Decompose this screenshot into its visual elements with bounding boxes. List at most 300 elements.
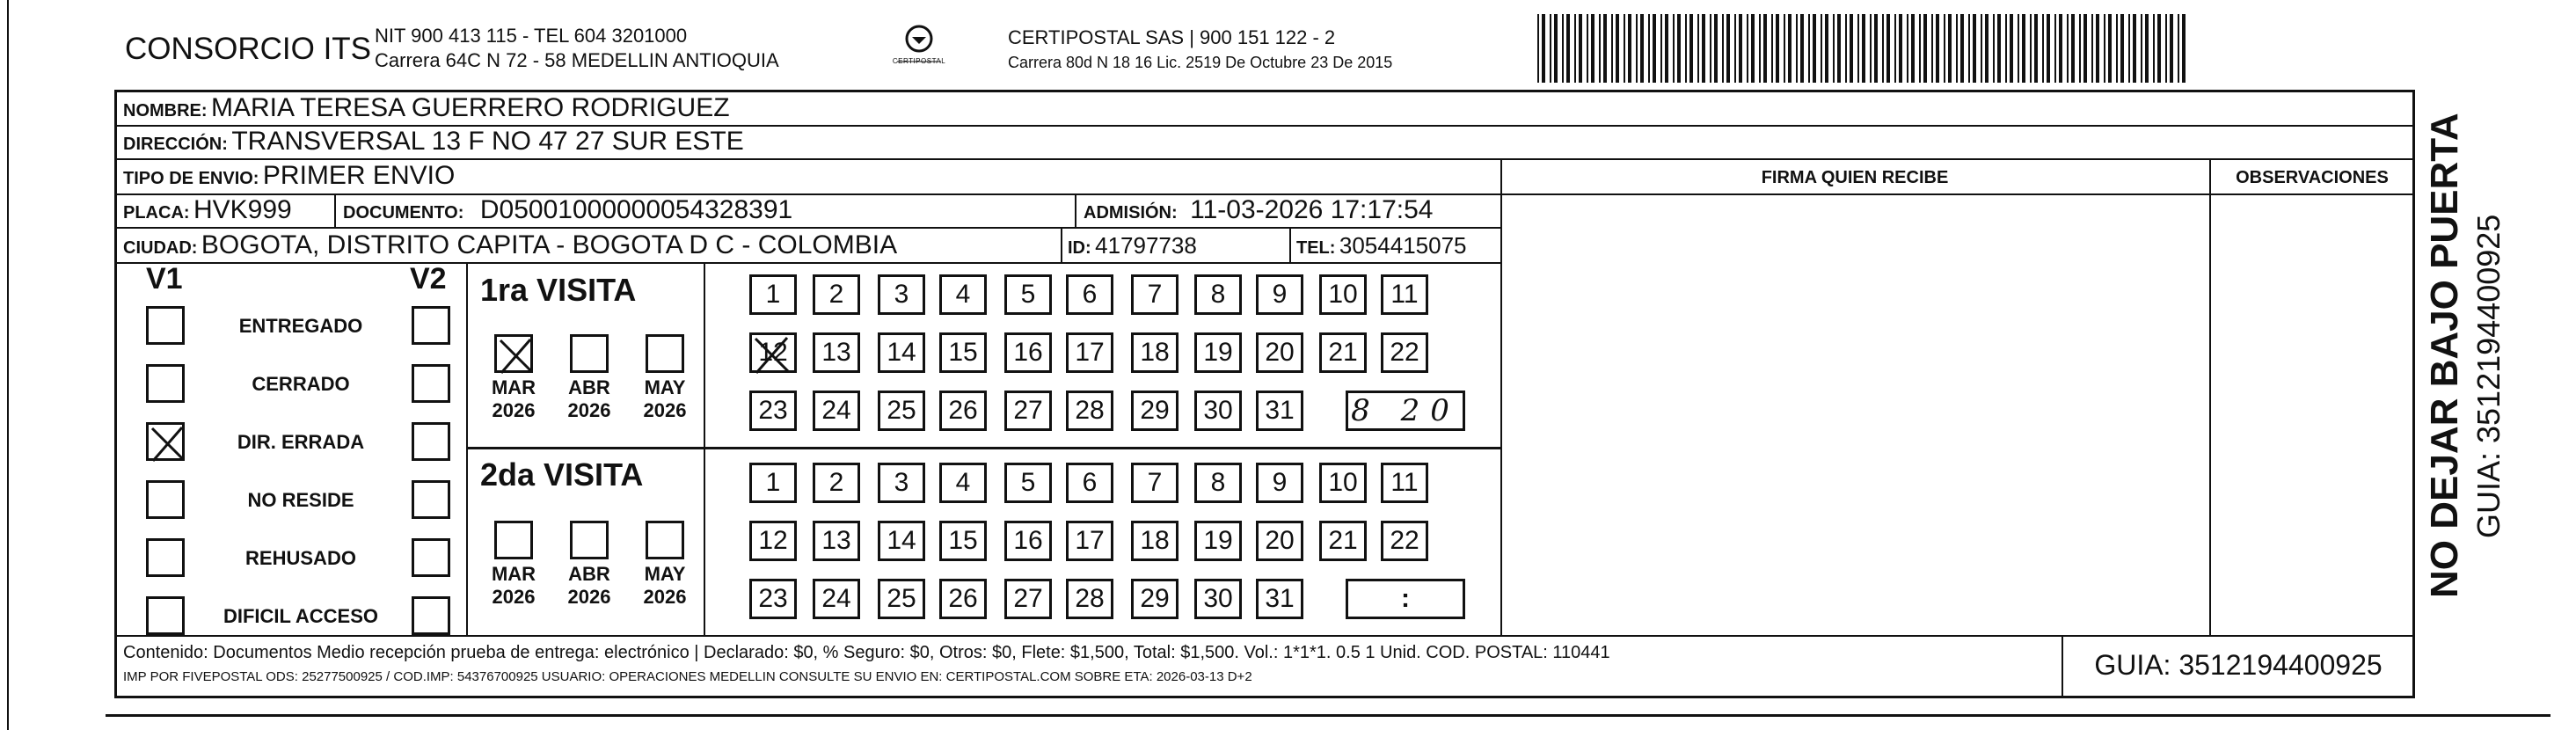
contenido-line: Contenido: Documentos Medio recepción prueba de entrega: electrónico | Declarado: $0, % Seguro: $0, Otros: $0, Flete: $1,500, Total: $1,500. Vol.: 1*1*1. 0.5 1 Unid. COD. POSTAL: 110441 [123,643,1610,662]
barcode-bar [1968,14,1970,83]
day-box[interactable] [749,332,797,373]
day-number: 31 [1265,396,1295,425]
barcode-bar [1894,14,1896,83]
id-cell [1068,234,1197,257]
barcode-bar [2157,14,2161,83]
day-box[interactable] [813,274,860,315]
day-number: 23 [758,584,788,613]
v2-checkbox[interactable] [412,596,450,635]
certipostal-title: CERTIPOSTAL SAS | 900 151 122 - 2 [1008,26,1336,48]
barcode-bar [1763,14,1767,83]
barcode-bar [1808,14,1810,83]
placa-value: HVK999 [193,195,292,224]
barcode-bar [1579,14,1582,83]
barcode-bar [2018,14,2019,83]
barcode-bar [2128,14,2130,83]
barcode-bar [1771,14,1773,83]
day-box[interactable] [1004,521,1052,561]
day-box[interactable] [749,579,797,619]
day-box[interactable] [1131,521,1179,561]
day-box[interactable] [1256,332,1303,373]
observaciones-header: OBSERVACIONES [2236,168,2389,187]
logo-text: CERTIPOSTAL [892,57,946,65]
day-number: 11 [1390,280,1419,309]
day-box[interactable] [878,391,925,431]
v2-header: V2 [410,262,447,296]
day-number: 9 [1272,468,1288,497]
day-number: 31 [1265,584,1295,613]
nombre-label: NOMBRE: [123,101,208,120]
barcode-bar [2030,14,2032,83]
day-box[interactable] [813,579,860,619]
day-box[interactable] [749,463,797,503]
day-box[interactable] [1066,332,1113,373]
cell-line [1289,227,1291,262]
barcode-bar [1870,14,1872,83]
month-label: MAY [644,376,686,398]
day-box[interactable] [1004,274,1052,315]
v1-checkbox[interactable] [146,596,185,635]
day-number: 8 [1210,280,1226,309]
certipostal-address: Carrera 80d N 18 16 Lic. 2519 De Octubre 23 De 2015 [1008,54,1393,71]
day-number: 26 [948,396,978,425]
v1-checkbox[interactable] [146,538,185,577]
month-label: MAR [491,563,536,585]
company-nit-tel: NIT 900 413 115 - TEL 604 3201000 [375,25,688,47]
day-number: 1 [765,468,781,497]
column-line [2209,158,2211,635]
day-box[interactable] [813,521,860,561]
barcode-bar [1800,14,1804,83]
barcode-bar [2083,14,2087,83]
documento-label: DOCUMENTO: [343,203,464,223]
hand-x-mark [497,337,536,376]
day-box[interactable] [1256,274,1303,315]
day-number: 24 [821,396,851,425]
barcode-bar [2059,14,2062,83]
status-label: CERRADO [252,373,350,395]
month-label: ABR [568,563,610,585]
barcode-bar [2141,14,2142,83]
footer-line [114,635,2415,637]
day-box[interactable] [939,521,987,561]
month-checkbox[interactable] [646,334,684,373]
barcode-bar [1599,14,1601,83]
day-number: 15 [948,338,978,367]
month-checkbox[interactable] [570,334,609,373]
barcode-bar [1640,14,1644,83]
barcode-bar [1648,14,1650,83]
year-label: 2026 [643,399,687,421]
day-box[interactable] [749,521,797,561]
day-number: 10 [1328,468,1358,497]
barcode-bar [1726,14,1730,83]
barcode-bar [1714,14,1718,83]
barcode-bar [1985,14,1989,83]
barcode-bar [1850,14,1853,83]
day-box[interactable] [1319,274,1367,315]
year-label: 2026 [492,586,536,608]
barcode-bar [2071,14,2075,83]
ciudad-cell [123,232,897,259]
barcode-bar [1537,14,1539,83]
barcode-bar [1611,14,1613,83]
admision-value: 11-03-2026 17:17:54 [1190,195,1434,224]
barcode-bar [2054,14,2056,83]
day-number: 15 [948,526,978,555]
day-number: 19 [1203,526,1233,555]
day-box[interactable] [1194,579,1242,619]
day-box[interactable] [1066,274,1113,315]
barcode-bar [1697,14,1699,83]
barcode-bar [2165,14,2167,83]
v2-checkbox[interactable] [412,538,450,577]
tipo-label: TIPO DE ENVIO: [123,169,259,188]
status-label: ENTREGADO [238,315,363,337]
barcode-bar [1673,14,1675,83]
day-number: 16 [1013,338,1043,367]
time-handwritten: 8 20 [1351,393,1460,428]
month-checkbox[interactable] [646,521,684,559]
barcode-bar [1973,14,1976,83]
status-label: DIR. ERRADA [237,431,365,453]
day-number: 4 [955,280,971,309]
tel-value: 3054415075 [1339,232,1467,259]
barcode-bar [1702,14,1705,83]
barcode-bar [1624,14,1625,83]
day-number: 7 [1147,468,1163,497]
day-number: 28 [1075,584,1105,613]
documento-value: D05001000000054328391 [479,195,793,224]
day-box[interactable] [1131,274,1179,315]
barcode-bar [1636,14,1638,83]
day-box[interactable] [878,332,925,373]
day-number: 7 [1147,280,1163,309]
company-name: CONSORCIO ITS [125,32,372,66]
placa-label: PLACA: [123,203,190,223]
day-box[interactable] [1381,332,1428,373]
month-checkbox[interactable] [494,521,533,559]
month-label: MAY [644,563,686,585]
day-number: 14 [887,338,916,367]
imp-line: IMP POR FIVEPOSTAL ODS: 25277500925 / COD.IMP: 54376700925 USUARIO: OPERACIONES MEDELLIN CONSULTE SU ENVIO EN: CERTIPOSTAL.COM SOBRE ETA: 2026-03-13 D+2 [123,669,1252,684]
barcode [1537,14,2188,83]
day-number: 27 [1013,584,1043,613]
footer-guia: GUIA: 3512194400925 [2094,649,2383,681]
visit-2-title: 2da VISITA [480,456,644,493]
day-number: 8 [1210,468,1226,497]
barcode-bar [1997,14,2001,83]
barcode-bar [2153,14,2155,83]
day-number: 22 [1390,338,1419,367]
day-box[interactable] [749,274,797,315]
barcode-bar [2091,14,2093,83]
day-box[interactable] [1004,391,1052,431]
nombre-row [123,95,730,121]
status-label: NO RESIDE [247,489,354,511]
column-line [1500,158,1502,635]
barcode-bar [1948,14,1952,83]
day-box[interactable] [749,391,797,431]
day-number: 2 [828,280,844,309]
day-box[interactable] [1066,391,1113,431]
barcode-bar [2108,14,2112,83]
cell-line [334,193,336,227]
day-number: 25 [887,584,916,613]
barcode-bar [1796,14,1798,83]
day-box[interactable] [1131,332,1179,373]
direccion-label: DIRECCIÓN: [123,135,228,154]
day-number: 13 [821,338,851,367]
admision-label: ADMISIÓN: [1084,203,1178,223]
day-number: 1 [765,280,781,309]
barcode-bar [1734,14,1736,83]
barcode-bar [1562,14,1564,83]
barcode-bar [1554,14,1558,83]
admision-cell [1084,197,1433,223]
barcode-bar [1919,14,1921,83]
day-number: 5 [1020,280,1036,309]
barcode-bar [1833,14,1835,83]
barcode-bar [2022,14,2025,83]
barcode-bar [1862,14,1865,83]
day-number: 30 [1203,584,1233,613]
nombre-value: MARIA TERESA GUERRERO RODRIGUEZ [211,93,730,122]
visit-line [466,447,1500,449]
barcode-bar [1603,14,1607,83]
day-box[interactable] [1256,463,1303,503]
hand-x-mark [149,425,187,464]
day-box[interactable] [1319,521,1367,561]
v2-checkbox[interactable] [412,306,450,345]
barcode-bar [1685,14,1687,83]
day-number: 3 [894,468,909,497]
time-box[interactable] [1346,391,1465,431]
row-line [114,158,2415,160]
day-box[interactable] [1256,579,1303,619]
ciudad-value: BOGOTA, DISTRITO CAPITA - BOGOTA D C - COLOMBIA [201,230,898,259]
day-box[interactable] [1004,579,1052,619]
day-box[interactable] [939,332,987,373]
day-box[interactable] [1131,463,1179,503]
day-number: 17 [1075,338,1105,367]
row-line [114,262,1500,264]
day-number: 2 [828,468,844,497]
barcode-bar [1882,14,1884,83]
day-number: 20 [1265,338,1295,367]
barcode-bar [1931,14,1933,83]
barcode-bar [1628,14,1631,83]
day-box[interactable] [878,274,925,315]
barcode-bar [2079,14,2081,83]
barcode-bar [1845,14,1847,83]
barcode-bar [1747,14,1748,83]
day-number: 11 [1390,468,1419,497]
day-number: 14 [887,526,916,555]
barcode-bar [2104,14,2105,83]
day-box[interactable] [1381,274,1428,315]
month-checkbox[interactable] [494,334,533,373]
time-box[interactable] [1346,579,1465,619]
day-box[interactable] [1066,579,1113,619]
barcode-bar [1591,14,1594,83]
day-box[interactable] [878,579,925,619]
v1-checkbox[interactable] [146,364,185,403]
day-number: 18 [1140,526,1170,555]
barcode-bar [1874,14,1878,83]
barcode-bar [1993,14,1995,83]
row-line [1500,193,2415,195]
barcode-bar [1751,14,1755,83]
month-label: MAR [491,376,536,398]
tipo-envio-row [123,163,455,189]
barcode-bar [1566,14,1570,83]
barcode-bar [1857,14,1859,83]
cell-line [1075,193,1076,227]
day-number: 20 [1265,526,1295,555]
barcode-bar [2120,14,2124,83]
day-number: 5 [1020,468,1036,497]
day-number: 18 [1140,338,1170,367]
day-box[interactable] [1381,521,1428,561]
scan-edge-bottom [106,714,2550,717]
barcode-bar [1550,14,1551,83]
barcode-bar [2067,14,2069,83]
day-number: 6 [1082,280,1098,309]
side-guia: GUIA: 3512194400925 [2470,214,2507,538]
day-number: 9 [1272,280,1288,309]
hand-x-mark [752,335,792,376]
day-box[interactable] [1256,391,1303,431]
day-box[interactable] [939,463,987,503]
barcode-bar [1759,14,1761,83]
day-box[interactable] [1319,332,1367,373]
barcode-bar [1899,14,1902,83]
barcode-bar [1776,14,1779,83]
barcode-bar [1911,14,1915,83]
day-number: 26 [948,584,978,613]
day-box[interactable] [878,521,925,561]
day-number: 4 [955,468,971,497]
v2-checkbox[interactable] [412,364,450,403]
id-value: 41797738 [1095,232,1197,259]
year-label: 2026 [567,586,611,608]
day-box[interactable] [1194,463,1242,503]
day-number: 21 [1328,338,1358,367]
v2-checkbox[interactable] [412,422,450,461]
barcode-bar [2034,14,2038,83]
barcode-bar [2116,14,2118,83]
barcode-bar [1677,14,1681,83]
day-box[interactable] [1381,463,1428,503]
barcode-bar [1689,14,1693,83]
day-box[interactable] [939,579,987,619]
barcode-bar [1574,14,1576,83]
day-box[interactable] [1319,463,1367,503]
ciudad-label: CIUDAD: [123,238,198,258]
barcode-bar [1739,14,1742,83]
day-box[interactable] [1194,391,1242,431]
day-box[interactable] [1131,391,1179,431]
day-number: 12 [758,526,788,555]
day-box[interactable] [1066,521,1113,561]
day-number: 12 [758,338,788,367]
v2-checkbox[interactable] [412,480,450,519]
day-box[interactable] [939,391,987,431]
day-box[interactable] [1066,463,1113,503]
barcode-bar [1821,14,1822,83]
barcode-bar [1837,14,1841,83]
status-label: REHUSADO [245,547,356,569]
tipo-value: PRIMER ENVIO [262,161,456,190]
direccion-value: TRANSVERSAL 13 F NO 47 27 SUR ESTE [231,127,744,156]
year-label: 2026 [492,399,536,421]
day-box[interactable] [1194,274,1242,315]
v1-checkbox[interactable] [146,306,185,345]
day-box[interactable] [1256,521,1303,561]
day-box[interactable] [813,391,860,431]
day-box[interactable] [1131,579,1179,619]
barcode-bar [1944,14,1945,83]
barcode-bar [1813,14,1816,83]
barcode-bar [1665,14,1668,83]
day-box[interactable] [939,274,987,315]
barcode-bar [1825,14,1828,83]
day-number: 19 [1203,338,1233,367]
firma-header: FIRMA QUIEN RECIBE [1761,168,1949,187]
tel-label: TEL: [1296,238,1336,258]
day-box[interactable] [1194,332,1242,373]
day-box[interactable] [1004,332,1052,373]
year-label: 2026 [567,399,611,421]
certipostal-logo [888,19,950,79]
day-number: 30 [1203,396,1233,425]
day-number: 24 [821,584,851,613]
cell-line [1061,227,1062,262]
company-address: Carrera 64C N 72 - 58 MEDELLIN ANTIOQUIA [375,49,779,71]
id-label: ID: [1068,238,1091,258]
day-number: 6 [1082,468,1098,497]
row-line [114,227,1500,229]
barcode-bar [1960,14,1964,83]
barcode-bar [1542,14,1545,83]
v1-checkbox[interactable] [146,480,185,519]
day-number: 27 [1013,396,1043,425]
day-number: 10 [1328,280,1358,309]
barcode-bar [1981,14,1982,83]
tel-cell [1296,234,1467,257]
day-number: 23 [758,396,788,425]
day-box[interactable] [1004,463,1052,503]
placa-cell [123,197,292,223]
month-checkbox[interactable] [570,521,609,559]
time-placeholder: : [1401,584,1410,613]
day-box[interactable] [813,463,860,503]
v1-checkbox[interactable] [146,422,185,461]
barcode-bar [2005,14,2007,83]
day-number: 28 [1075,396,1105,425]
day-number: 25 [887,396,916,425]
barcode-bar [2145,14,2149,83]
barcode-bar [1784,14,1785,83]
day-number: 3 [894,280,909,309]
day-box[interactable] [813,332,860,373]
barcode-bar [1722,14,1724,83]
day-box[interactable] [1194,521,1242,561]
day-box[interactable] [878,463,925,503]
barcode-bar [2133,14,2136,83]
barcode-bar [1587,14,1588,83]
